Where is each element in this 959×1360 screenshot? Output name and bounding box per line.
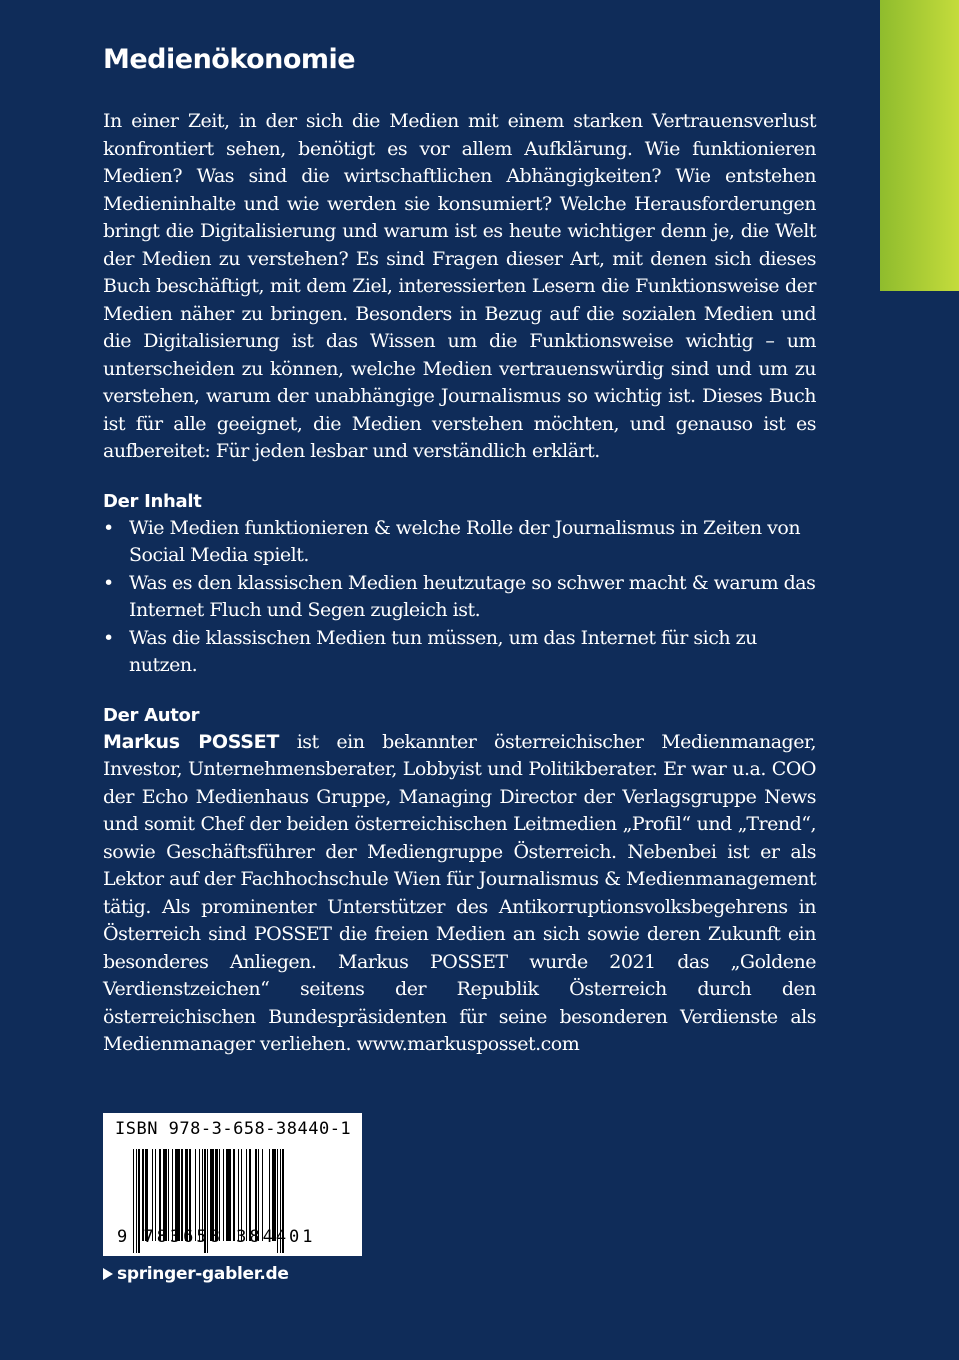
publisher-link[interactable] — [103, 1264, 289, 1284]
inhalt-list — [103, 515, 816, 680]
author-bio-text: ist ein bekannter österreichischer Medienmanager, Investor, Unternehmensberater, Lobbyist und Politikberater. Er war u.a. COO der Echo Medienhaus Gruppe, Managing Director der Verlagsgruppe News und somit Chef der beiden österreichischen Leitmedien „Profil“ und „Trend“, sowie Geschäftsführer der Mediengruppe Österreich. Nebenbei ist er als Lektor auf der Fachhochschule Wien für Journalismus & Medienmanagement tätig. Als prominenter Unterstützer des Antikorruptionsvolksbegehrens in Österreich sind POSSET die freien Medien an sich sowie deren Zukunft ein besonderes Anliegen. Markus POSSET wurde 2021 das „Goldene Verdienstzeichen“ seitens der Republik Österreich durch den österreichischen Bundespräsidenten für seine besonderen Verdienste als Medienmanager verliehen. www.markusposset.com — [103, 730, 816, 1055]
list-item: • Was die klassischen Medien tun müssen, um das Internet für sich zu nutzen. — [103, 625, 816, 680]
publisher-label: springer-gabler.de — [117, 1264, 289, 1284]
back-cover-text — [103, 108, 816, 1059]
list-item: • Was es den klassischen Medien heutzutage so schwer macht & warum das Internet Fluch und Segen zugleich ist. — [103, 570, 816, 625]
author-name: Markus POSSET — [103, 730, 279, 753]
accent-bar — [880, 0, 959, 291]
author-bio — [103, 729, 816, 1059]
isbn-label: ISBN 978-3-658-38440-1 — [115, 1119, 352, 1139]
isbn-barcode — [103, 1113, 362, 1256]
inhalt-heading: Der Inhalt — [103, 490, 202, 512]
book-title: Medienökonomie — [103, 44, 356, 75]
play-arrow-icon — [103, 1268, 113, 1280]
intro-paragraph: In einer Zeit, in der sich die Medien mit einem starken Vertrauensverlust konfrontiert sehen, benötigt es vor allem Aufklärung. Wie funktionieren Medien? Was sind die wirtschaftlichen Abhängigkeiten? Wie entstehen Medieninhalte und wie werden sie konsumiert? Welche Herausforderungen bringt die Digitalisierung und warum ist es heute wichtiger denn je, die Welt der Medien zu verstehen? Es sind Fragen dieser Art, mit denen sich dieses Buch beschäftigt, mit dem Ziel, interessierten Lesern die Funktionsweise der Medien näher zu bringen. Besonders in Bezug auf die sozialen Medien und die Digitalisierung ist das Wissen um die Funktionsweise wichtig – um unterscheiden zu können, welche Medien vertrauenswürdig sind und um zu verstehen, warum der unabhängige Journalismus so wichtig ist. Dieses Buch ist für alle geeignet, die Medien verstehen möchten, und genauso ist es aufbereitet: Für jeden lesbar und verständlich erklärt. — [103, 110, 816, 462]
barcode-digits: 9 783658 384401 — [117, 1227, 316, 1247]
autor-heading: Der Autor — [103, 704, 200, 726]
list-item: • Wie Medien funktionieren & welche Rolle der Journalismus in Zeiten von Social Media spielt. — [103, 515, 816, 570]
